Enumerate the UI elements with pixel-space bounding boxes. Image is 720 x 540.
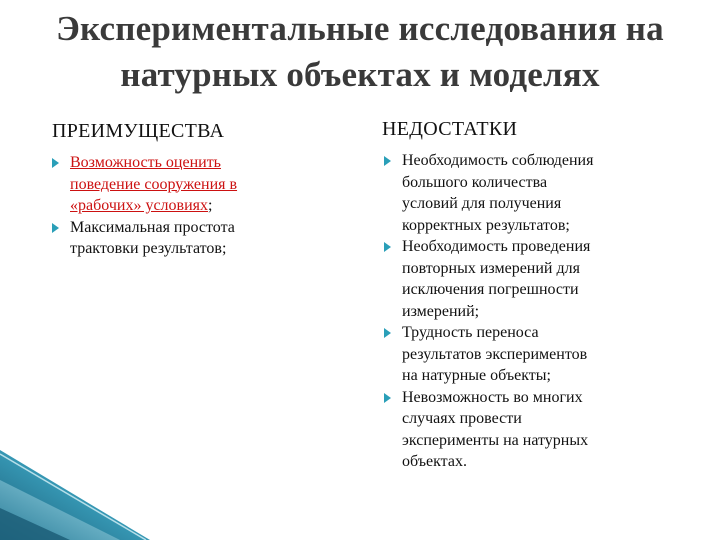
- advantages-heading: ПРЕИМУЩЕСТВА: [52, 120, 225, 142]
- list-item[interactable]: [50, 152, 310, 217]
- list-item-text-line: условий для получения: [402, 195, 562, 212]
- list-item: [50, 217, 310, 260]
- punctuation: ;: [208, 197, 213, 214]
- list-item-text-line: Необходимость соблюдения: [402, 152, 594, 169]
- decorative-corner-graphic: [0, 450, 150, 540]
- slide-title-line-2: натурных объектах и моделях: [120, 55, 600, 94]
- link-text-line: поведение сооружения в: [70, 175, 238, 193]
- triangle-right-icon: [384, 328, 391, 338]
- list-item-text-line: объектах.: [402, 453, 467, 470]
- list-item: [382, 236, 702, 322]
- list-item-text-line: Трудность переноса: [402, 324, 539, 341]
- triangle-right-icon: [384, 156, 391, 166]
- list-item: [382, 322, 702, 387]
- list-item-text-line: на натурные объекты;: [402, 367, 551, 384]
- list-item-text-line: результатов экспериментов: [402, 345, 588, 363]
- list-item-text-line: Максимальная простота: [70, 218, 235, 236]
- disadvantages-heading: НЕДОСТАТКИ: [382, 118, 518, 140]
- link-text-line: «рабочих» условиях: [70, 197, 208, 214]
- slide-title: [20, 6, 700, 98]
- list-item: [382, 150, 702, 236]
- list-item-text-line: исключения погрешности: [402, 281, 579, 298]
- triangle-right-icon: [384, 393, 391, 403]
- list-item: [382, 387, 702, 473]
- list-item-text-line: случаях провести: [402, 410, 522, 427]
- list-item-text-line: эксперименты на натурных: [402, 431, 589, 449]
- list-item-text-line: корректных результатов;: [402, 216, 570, 234]
- slide-title-line-1: Экспериментальные исследования на: [56, 9, 664, 48]
- list-item-text-line: измерений;: [402, 302, 480, 320]
- triangle-right-icon: [384, 242, 391, 252]
- list-item-text-line: большого количества: [402, 173, 548, 191]
- list-item-text-line: трактовки результатов;: [70, 240, 227, 257]
- triangle-right-icon: [52, 158, 59, 168]
- triangle-right-icon: [52, 223, 59, 233]
- list-item-text-line: Необходимость проведения: [402, 238, 591, 255]
- disadvantages-list: [382, 150, 702, 473]
- link-text-line: Возможность оценить: [70, 154, 221, 171]
- list-item-text-line: Невозможность во многих: [402, 388, 583, 406]
- list-item-text-line: повторных измерений для: [402, 259, 580, 277]
- advantages-list: [50, 152, 310, 260]
